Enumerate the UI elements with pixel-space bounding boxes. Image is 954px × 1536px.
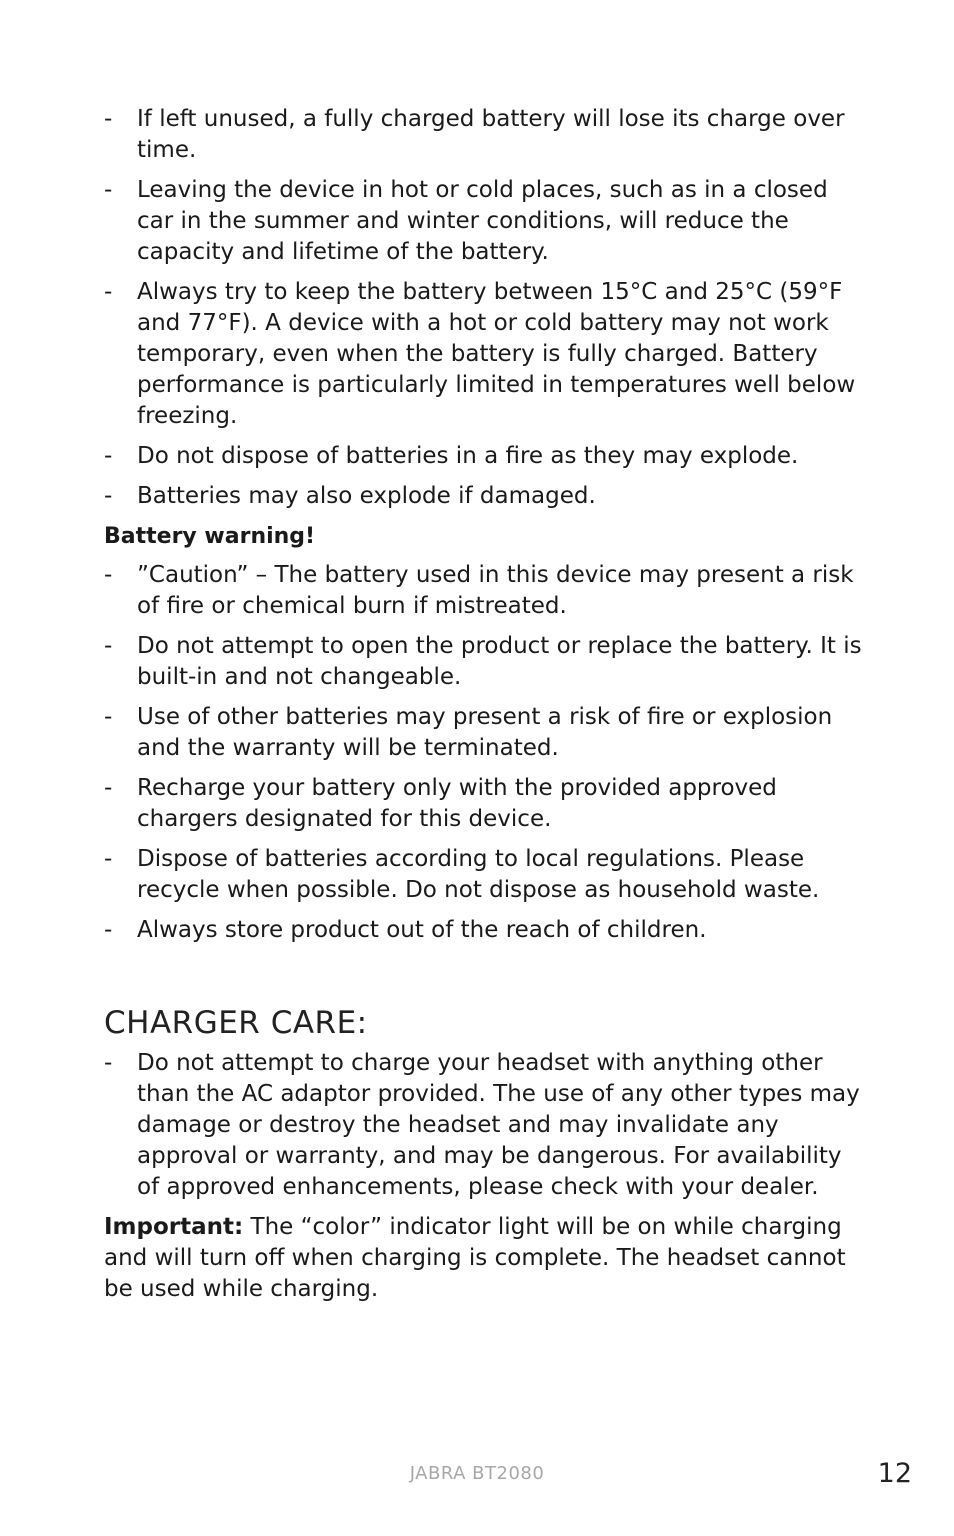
important-text: The “color” indicator light will be on while charging and will turn off when charging is complete. The headset cannot be used while charging. bbox=[104, 1214, 846, 1302]
list-item bbox=[104, 702, 864, 764]
list-item-text: Do not attempt to open the product or replace the battery. It is built-in and not changeable. bbox=[137, 633, 862, 690]
list-dash: - bbox=[104, 279, 113, 305]
list-dash: - bbox=[104, 775, 113, 801]
list-item bbox=[104, 773, 864, 835]
list-item bbox=[104, 560, 864, 622]
list-item bbox=[104, 481, 864, 512]
list-item bbox=[104, 441, 864, 472]
list-dash: - bbox=[104, 443, 113, 469]
list-item-text: ”Caution” – The battery used in this device may present a risk of fire or chemical burn if mistreated. bbox=[137, 562, 854, 619]
list-item bbox=[104, 915, 864, 946]
important-note bbox=[104, 1212, 864, 1305]
list-dash: - bbox=[104, 562, 113, 588]
battery-care-list bbox=[104, 104, 864, 512]
list-item-text: Do not dispose of batteries in a fire as they may explode. bbox=[137, 443, 799, 469]
list-item-text: Always try to keep the battery between 15°C and 25°C (59°F and 77°F). A device with a hot or cold battery may not work temporary, even when the battery is fully charged. Battery performance is particularly limited in temperatures well below freezing. bbox=[137, 279, 856, 429]
list-item bbox=[104, 844, 864, 906]
list-item-text: Do not attempt to charge your headset with anything other than the AC adaptor provided. The use of any other types may damage or destroy the headset and may invalidate any approval or warranty, and may be dangerous. For availability of approved enhancements, please check with your dealer. bbox=[137, 1050, 860, 1200]
list-dash: - bbox=[104, 106, 113, 132]
charger-care-list bbox=[104, 1048, 864, 1203]
important-label: Important: bbox=[104, 1214, 244, 1240]
charger-care-title: CHARGER CARE: bbox=[104, 1005, 368, 1041]
footer-product-name: JABRA BT2080 bbox=[409, 1463, 545, 1484]
list-item bbox=[104, 104, 864, 166]
battery-warning-list bbox=[104, 560, 864, 946]
list-item-text: Batteries may also explode if damaged. bbox=[137, 483, 596, 509]
list-item bbox=[104, 1048, 864, 1203]
list-dash: - bbox=[104, 483, 113, 509]
list-item bbox=[104, 631, 864, 693]
list-item-text: Dispose of batteries according to local regulations. Please recycle when possible. Do not dispose as household waste. bbox=[137, 846, 820, 903]
list-item-text: Recharge your battery only with the provided approved chargers designated for this device. bbox=[137, 775, 777, 832]
list-dash: - bbox=[104, 177, 113, 203]
page-content bbox=[104, 104, 864, 1305]
list-item-text: Use of other batteries may present a risk of fire or explosion and the warranty will be terminated. bbox=[137, 704, 833, 761]
list-dash: - bbox=[104, 633, 113, 659]
list-item bbox=[104, 277, 864, 432]
list-dash: - bbox=[104, 1050, 113, 1076]
battery-warning-heading: Battery warning! bbox=[104, 524, 316, 549]
list-item-text: If left unused, a fully charged battery will lose its charge over time. bbox=[137, 106, 845, 163]
list-dash: - bbox=[104, 917, 113, 943]
list-item-text: Always store product out of the reach of children. bbox=[137, 917, 707, 943]
list-dash: - bbox=[104, 846, 113, 872]
list-dash: - bbox=[104, 704, 113, 730]
list-item bbox=[104, 175, 864, 268]
page-number: 12 bbox=[877, 1458, 912, 1489]
list-item-text: Leaving the device in hot or cold places, such as in a closed car in the summer and winter conditions, will reduce the capacity and lifetime of the battery. bbox=[137, 177, 828, 265]
